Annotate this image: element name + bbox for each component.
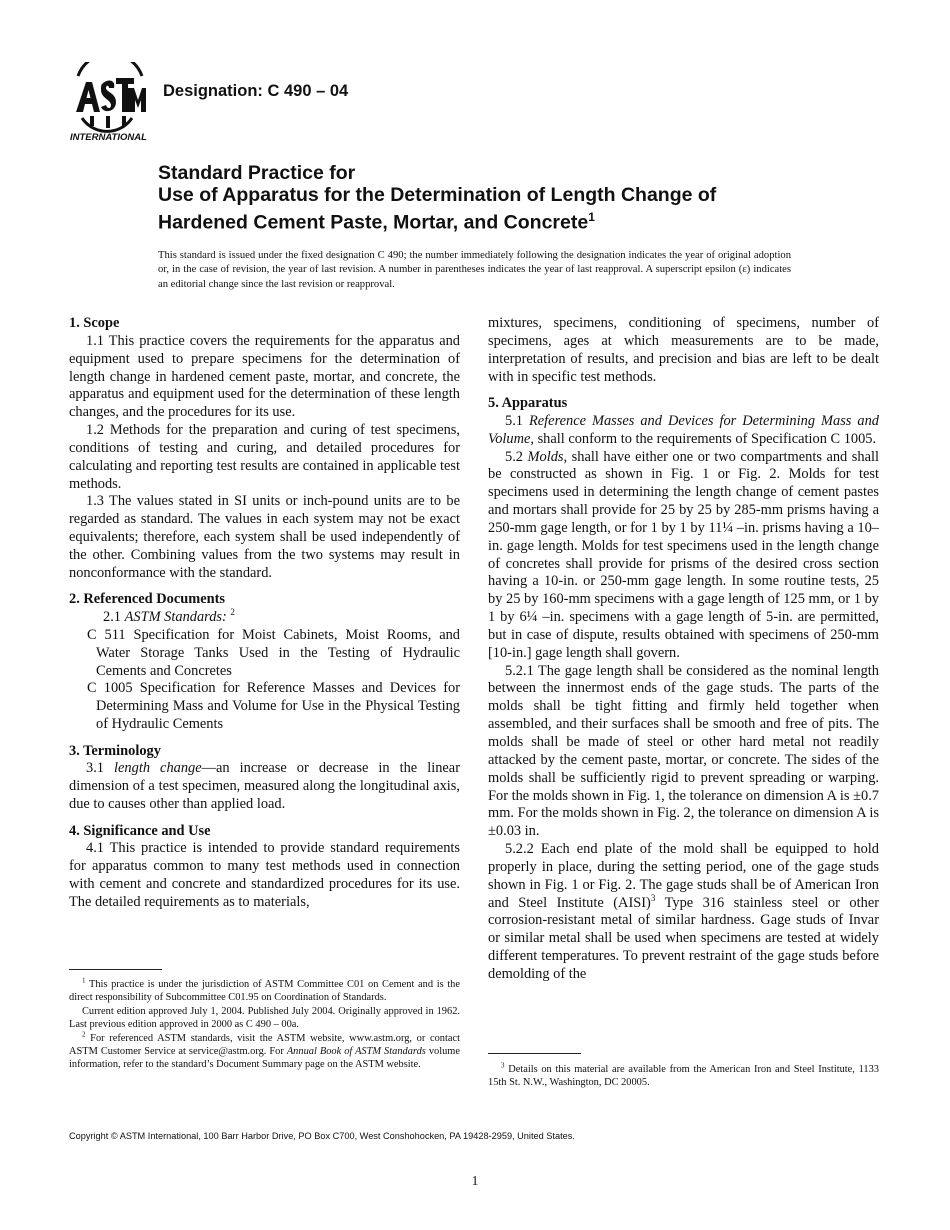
document-title (158, 162, 888, 234)
footnote-2 (69, 1032, 460, 1072)
footnote-2-text-a: For referenced ASTM standards, visit the ASTM website, www.astm.org, or contact ASTM Customer Service at service@astm.org. For (69, 1032, 460, 1058)
title-footnote-mark: 1 (588, 210, 595, 224)
astm-logo-mark (68, 62, 152, 142)
term-definition: —an increase or decrease in the linear dimension of a test specimen, measured along the longitudinal axis, due to causes other than applied load. (69, 760, 460, 813)
issuance-note: This standard is issued under the fixed designation C 490; the number immediately following the designation indicates the year of original adoption or, in the case of revision, the year of last revision. A number in parentheses indicates the year of last reapproval. A superscript epsilon (ε) indicates an editorial change since the last revision or reapproval. (158, 250, 791, 290)
paragraph-5-1-rest: , shall conform to the requirements of Specification C 1005. (530, 430, 877, 447)
footnote-divider-left (69, 969, 162, 970)
footnote-3 (488, 1063, 879, 1090)
section-heading-referenced-documents: 2. Referenced Documents (69, 591, 225, 608)
section-heading-significance: 4. Significance and Use (69, 822, 211, 839)
footnote-1-text: This practice is under the jurisdiction of ASTM Committee C01 on Cement and is the direct responsibility of Subcommittee C01.95 on Coordination of Standards. (69, 979, 460, 1004)
paragraph-5-2-num: 5.2 (505, 448, 523, 465)
footnotes-left (69, 978, 460, 1072)
paragraph-2-1-footnote-mark: 2 (230, 607, 235, 618)
section-heading-scope: 1. Scope (69, 315, 120, 331)
title-line-1: Standard Practice for (158, 162, 356, 184)
paragraph-5-2-2-footnote-mark: 3 (650, 892, 656, 903)
astm-logo (68, 62, 152, 142)
footnote-3-mark: 3 (501, 1061, 505, 1070)
paragraph-1-3: 1.3 The values stated in SI units or inch-pound units are to be regarded as standard. The values in each system may not be exact equivalents; therefore, each system shall be used independently of the other. Combining values from the two systems may result in nonconformance with the standard. (69, 493, 460, 581)
footnote-3-text: Details on this material are available from the American Iron and Steel Institute, 1133 15th St. N.W., Washington, DC 20005. (488, 1064, 879, 1089)
footnote-1-edition: Current edition approved July 1, 2004. Published July 2004. Originally approved in 1962. Last previous edition approved in 2000 as C 490 – 00a. (69, 1005, 460, 1031)
paragraph-5-1-title: Reference Masses and Devices for Determining Mass and Volume (488, 412, 879, 447)
footnote-2-text-b: volume information, refer to the standard’s Document Summary page on the ASTM website. (69, 1046, 460, 1071)
paragraph-5-1 (488, 413, 879, 449)
footnote-1-mark: 1 (82, 976, 86, 985)
reference-c511: C 511 Specification for Moist Cabinets, Moist Rooms, and Water Storage Tanks Used in the Testing of Hydraulic Cements and Concretes (87, 626, 460, 679)
paragraph-2-1 (69, 609, 460, 627)
paragraph-5-2-1: 5.2.1 The gage length shall be considered as the nominal length between the innermost ends of the gage studs. The parts of the molds shall be tight fitting and firmly held together when assembled, and their surfaces shall be smooth and free of pits. The molds shall be made of steel or other hard metal not readily attacked by the cement paste, mortar, or concrete. The sides of the molds shall be sufficiently rigid to prevent spreading or warping. For the molds shown in Fig. 1, the tolerance on dimension A is ±0.7 mm. For the molds shown in Fig. 2, the tolerance on dimension A is ±0.03 in. (488, 662, 879, 840)
footnote-1 (69, 978, 460, 1005)
paragraph-2-1-num: 2.1 (103, 609, 121, 626)
page-number: 1 (471, 1173, 479, 1188)
paragraph-4-1-part1: 4.1 This practice is intended to provide standard requirements for apparatus common to many test methods used in connection with cement and concrete and standardized procedures for its use. The detailed requirements as to materials, (69, 840, 460, 910)
paragraph-4-1-part2: mixtures, specimens, conditioning of specimens, number of specimens, ages at which measurements are to be made, interpretation of results, and precision and bias are left to be dealt with in specific test methods. (488, 315, 879, 385)
svg-text:INTERNATIONAL: INTERNATIONAL (70, 132, 147, 142)
footnote-2-italic: Annual Book of ASTM Standards (286, 1046, 426, 1058)
paragraph-3-1 (69, 760, 460, 814)
designation: Designation: C 490 – 04 (163, 82, 349, 100)
paragraph-1-1: 1.1 This practice covers the requirements for the apparatus and equipment used to prepare specimens for the determination of length change in hardened cement paste, mortar, and concrete, the apparatus and equipment used for the determination of these length changes, and the procedures for its use. (69, 332, 460, 421)
reference-c1005: C 1005 Specification for Reference Masses and Devices for Determining Mass and Volume for Use in the Physical Testing of Hydraulic Cements (87, 680, 460, 733)
paragraph-5-2-2-a: 5.2.2 Each end plate of the mold shall be equipped to hold properly in place, during the setting period, one of the gage studs shown in Fig. 1 or Fig. 2. The gage studs shall be of American Iron and Steel Institute (AISI) (488, 841, 879, 911)
paragraph-5-2 (488, 449, 879, 663)
footnote-divider-right (488, 1053, 581, 1054)
section-heading-apparatus: 5. Apparatus (488, 394, 568, 411)
paragraph-5-2-rest: , shall have either one or two compartments and shall be constructed as shown in Fig. 1 or Fig. 2. Molds for test specimens used in determining the length change of cement pastes and mortars shall provide for 25 by 25 by 285-mm prisms having a 250-mm gage length, or for 1 by 1 by 11¼ –in. prisms having a 10–in. gage length. Molds for test specimens used in the length change of concretes shall provide for prisms of the desired cross section having a 10-in. or 250-mm gage length. In some routine tests, 25 by 25 by 160-mm specimens with a gage length of 125 mm, or 1 by 1 by 6¼ –in. specimens with a gage length of 5-in. are permitted, but in case of dispute, results obtained with specimens of 250-mm [10-in.] gage length shall govern. (488, 448, 879, 661)
footnotes-right (488, 1063, 879, 1090)
left-column (69, 315, 460, 912)
section-heading-terminology: 3. Terminology (69, 742, 161, 759)
paragraph-5-2-title: Molds (527, 448, 564, 465)
term-length-change: length change (114, 760, 202, 777)
title-line-2: Use of Apparatus for the Determination of Length Change of (158, 184, 717, 206)
paragraph-5-2-2-b: Type 316 stainless steel or other corrosion-resistant metal of similar hardness. Gage studs of Invar or similar metal shall be used when specimens are tested at widely different temperatures. To prevent restraint of the gage studs before demolding of the (488, 894, 879, 982)
paragraph-2-1-title: ASTM Standards: (124, 609, 227, 626)
right-column (488, 315, 879, 984)
paragraph-1-2: 1.2 Methods for the preparation and curing of test specimens, conditions of testing and curing, and detailed procedures for calculating and reporting test results are contained in applicable test methods. (69, 422, 460, 492)
paragraph-3-1-num: 3.1 (86, 760, 104, 777)
copyright-notice: Copyright © ASTM International, 100 Barr Harbor Drive, PO Box C700, West Conshohocken, PA 19428-2959, United States. (69, 1131, 575, 1141)
title-line-3-text: Hardened Cement Paste, Mortar, and Concrete (158, 211, 589, 234)
footnote-2-mark: 2 (82, 1030, 86, 1039)
title-line-3 (158, 206, 888, 234)
paragraph-5-1-num: 5.1 (505, 412, 523, 429)
paragraph-5-2-2 (488, 841, 879, 984)
